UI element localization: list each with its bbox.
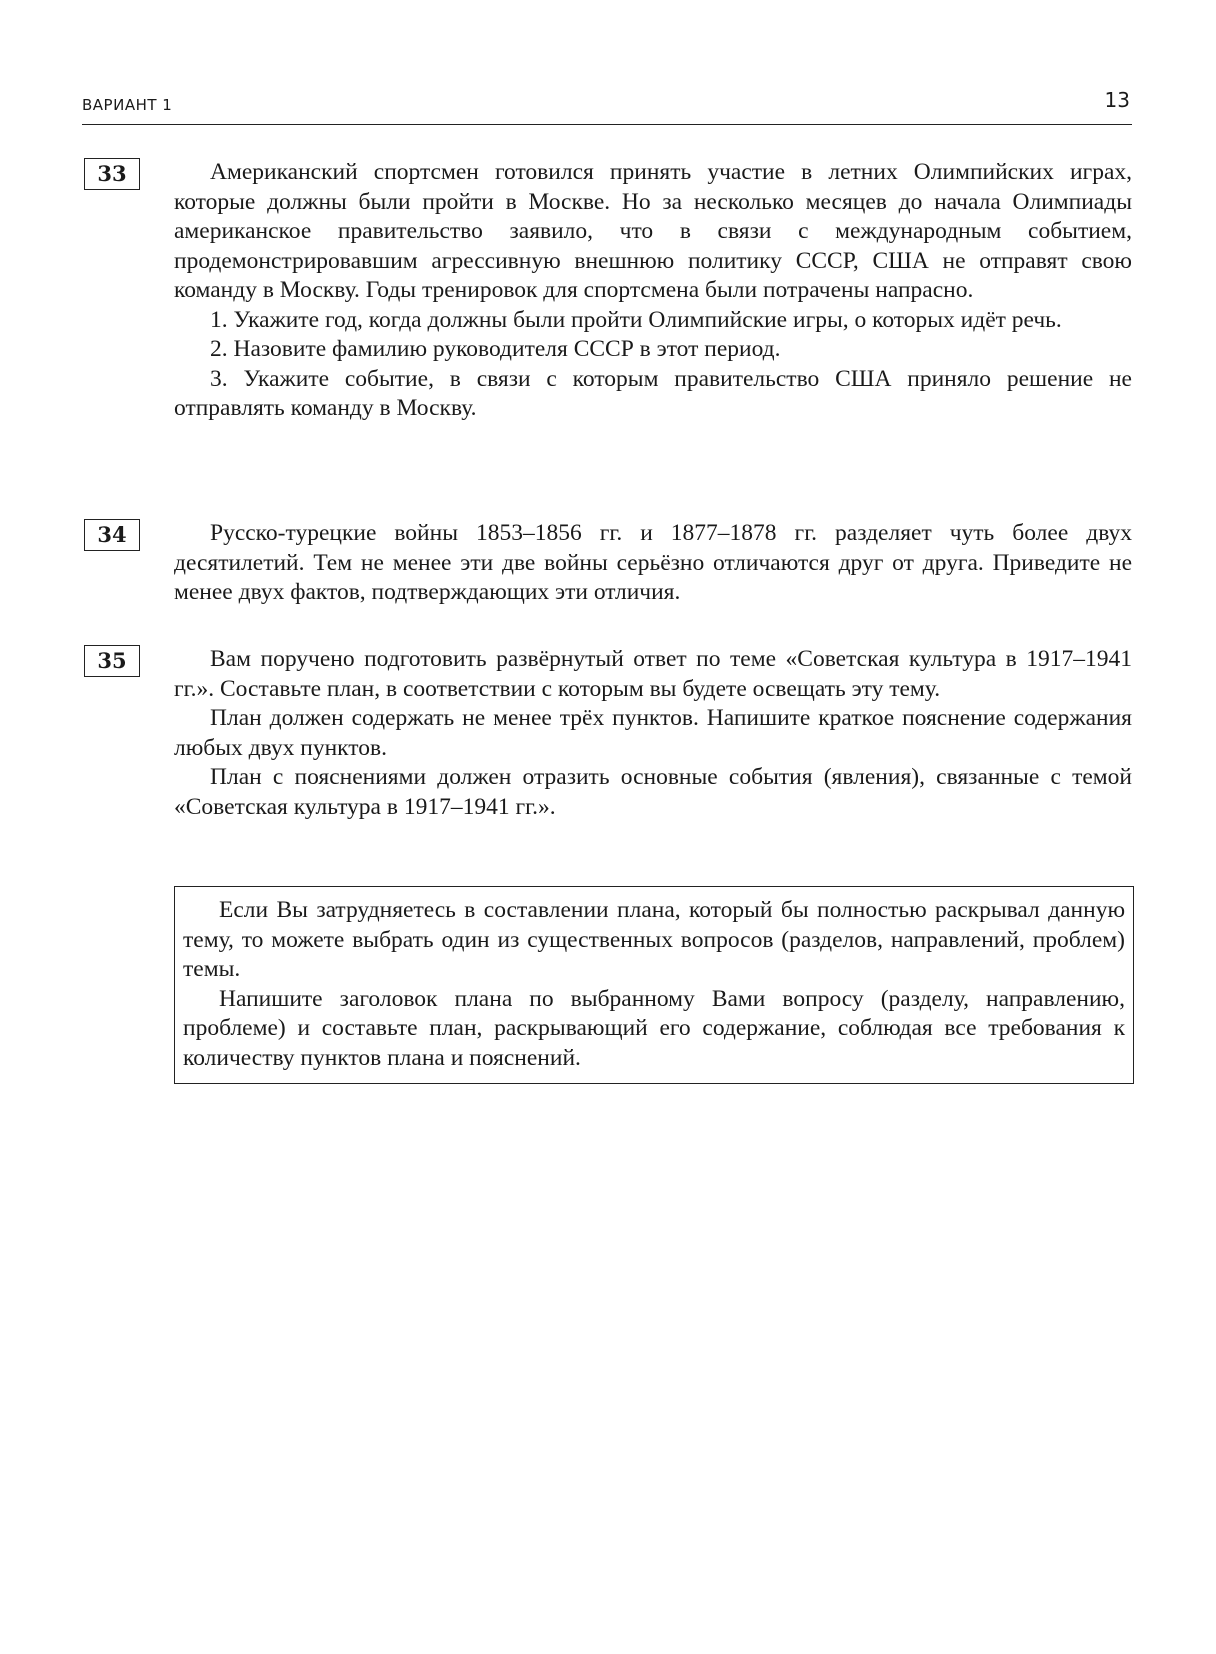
task-number-35: 35	[84, 645, 140, 677]
task-34-text	[174, 519, 1132, 608]
hint-box	[174, 886, 1134, 1084]
header-divider	[82, 124, 1132, 125]
task-number-34: 34	[84, 519, 140, 551]
hint-paragraph-1: Если Вы затрудняетесь в составлении плана, который бы полностью раскрывал данную тему, то можете выбрать один из существенных вопросов (разделов, направлений, проблем) темы.	[183, 897, 1125, 982]
variant-label: ВАРИАНТ 1	[82, 96, 173, 114]
task-33-text	[174, 158, 1132, 424]
task-33-intro: Американский спортсмен готовился принять участие в летних Олимпийских играх, которые должны были пройти в Москве. Но за несколько месяцев до начала Олимпиады американское правительство заявило, что в связи с международным событием, продемонстрировавшим агрессивную внешнюю политику СССР, США не отправят свою команду в Москву. Годы тренировок для спортсмена были потрачены напрасно.	[174, 159, 1132, 303]
task-35-paragraph-1: Вам поручено подготовить развёрнутый ответ по теме «Советская культура в 1917–1941 гг.». Составьте план, в соответствии с которым вы будете освещать эту тему.	[174, 646, 1132, 702]
task-34-body: Русско-турецкие войны 1853–1856 гг. и 1877–1878 гг. разделяет чуть более двух десятилетий. Тем не менее эти две войны серьёзно отличаются друг от друга. Приведите не менее двух фактов, подтверждающих эти отличия.	[174, 520, 1132, 605]
hint-paragraph-2: Напишите заголовок плана по выбранному Вами вопросу (разделу, направлению, проблеме) и составьте план, раскрывающий его содержание, соблюдая все требования к количеству пунктов плана и пояснений.	[183, 985, 1125, 1071]
task-number-33: 33	[84, 158, 140, 190]
task-33-question-3: 3. Укажите событие, в связи с которым правительство США приняло решение не отправлять команду в Москву.	[174, 365, 1132, 421]
task-33-question-2: 2. Назовите фамилию руководителя СССР в этот период.	[210, 336, 781, 362]
task-35-text	[174, 645, 1132, 822]
task-35-paragraph-2: План должен содержать не менее трёх пунктов. Напишите краткое пояснение содержания любых двух пунктов.	[174, 705, 1132, 761]
task-33-question-1: 1. Укажите год, когда должны были пройти Олимпийские игры, о которых идёт речь.	[210, 306, 1062, 333]
task-35-paragraph-3: План с пояснениями должен отразить основные события (явления), связанные с темой «Советская культура в 1917–1941 гг.».	[174, 764, 1132, 820]
page-number: 13	[1104, 88, 1130, 112]
